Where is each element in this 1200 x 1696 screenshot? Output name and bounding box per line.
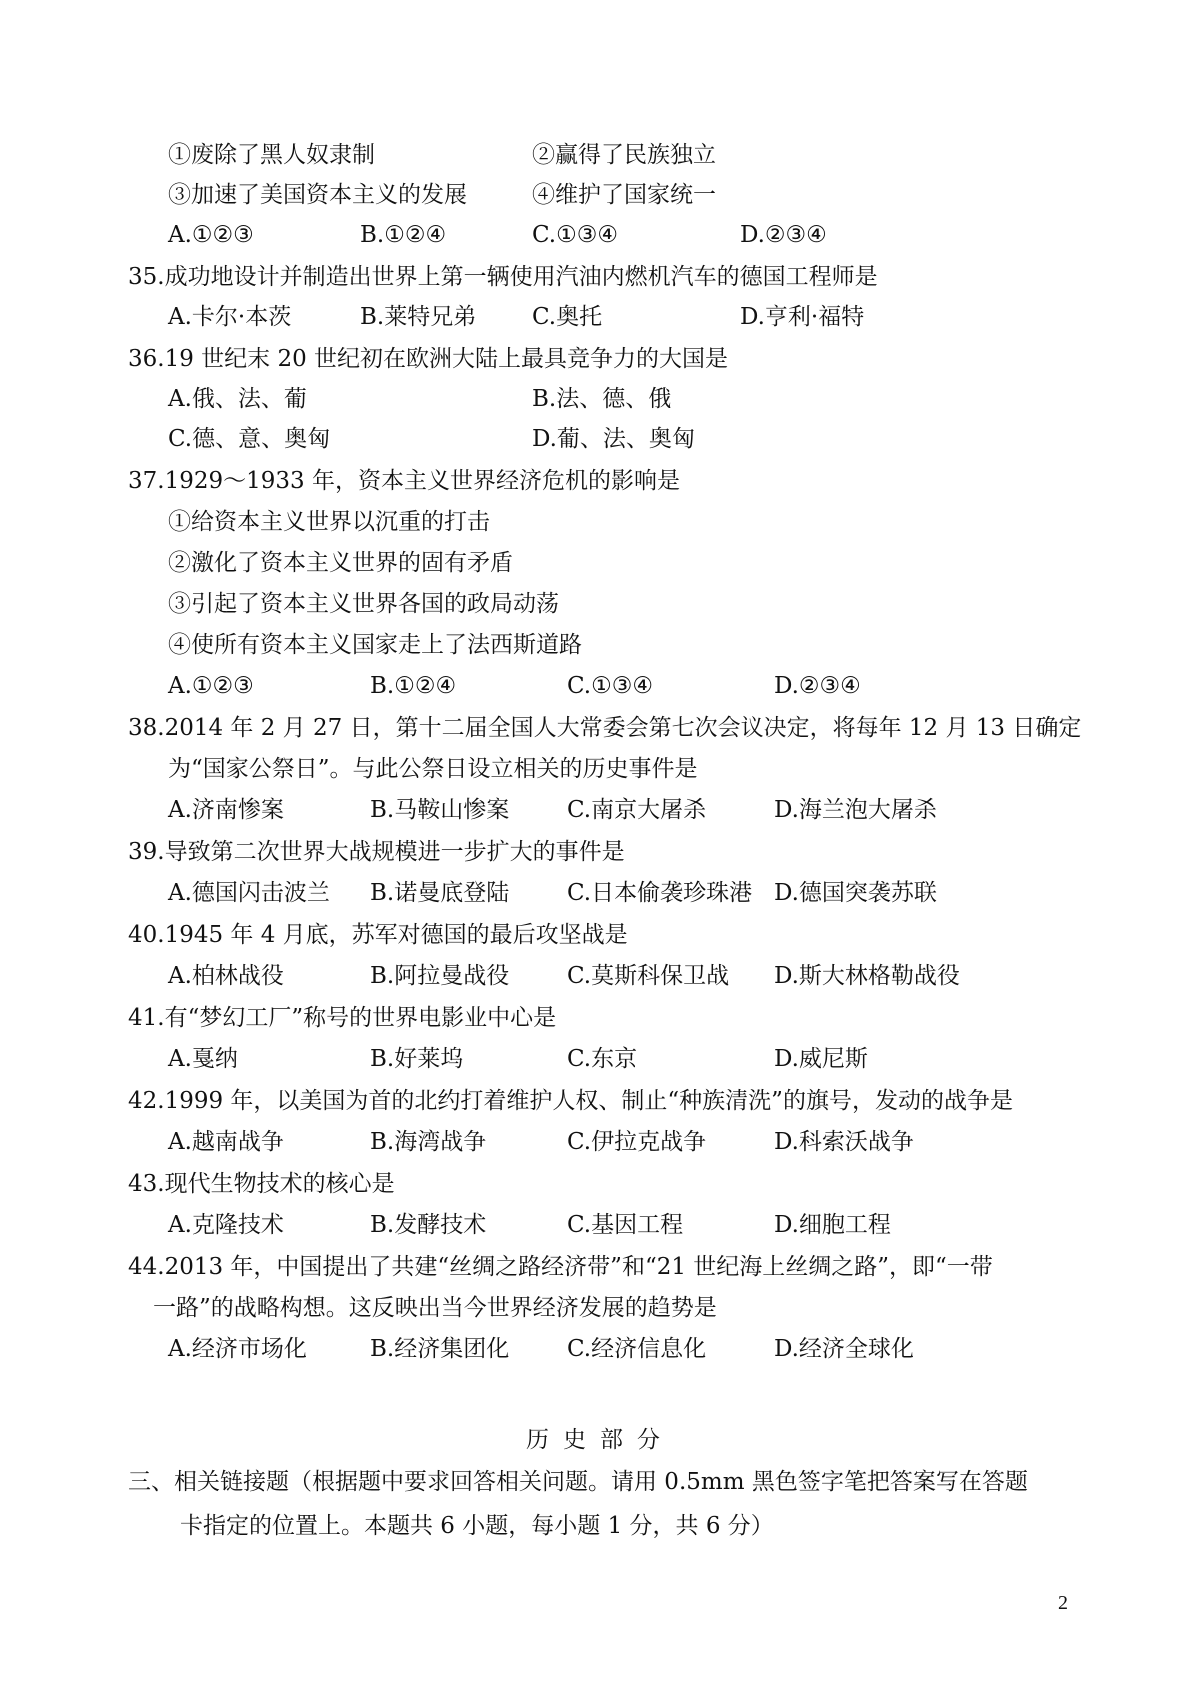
q44-stem-line-2: 一路”的战略构想。这反映出当今世界经济发展的趋势是 xyxy=(153,1295,717,1321)
q40-option-b: B.阿拉曼战役 xyxy=(370,963,510,989)
q39-option-b: B.诺曼底登陆 xyxy=(370,880,510,906)
q34-option-c: C.①③④ xyxy=(532,222,618,248)
q36-option-b: B.法、德、俄 xyxy=(532,386,672,412)
q40-stem: 40.1945 年 4 月底，苏军对德国的最后攻坚战是 xyxy=(128,922,628,948)
q37-option-d: D.②③④ xyxy=(774,673,861,699)
q38-option-a: A.济南惨案 xyxy=(168,797,284,823)
q37-item: ③引起了资本主义世界各国的政局动荡 xyxy=(168,591,559,617)
q41-option-c: C.东京 xyxy=(567,1046,638,1072)
q34-option-d: D.②③④ xyxy=(740,222,827,248)
q41-option-a: A.戛纳 xyxy=(168,1046,238,1072)
section-heading: 历史部分 xyxy=(526,1427,674,1453)
q39-stem: 39.导致第二次世界大战规模进一步扩大的事件是 xyxy=(128,839,625,865)
q37-item: ④使所有资本主义国家走上了法西斯道路 xyxy=(168,632,582,658)
q40-option-a: A.柏林战役 xyxy=(168,963,284,989)
q35-option-b: B.莱特兄弟 xyxy=(360,304,477,330)
q43-option-d: D.细胞工程 xyxy=(774,1212,891,1238)
q35-option-d: D.亨利·福特 xyxy=(740,304,865,330)
q42-option-a: A.越南战争 xyxy=(168,1129,284,1155)
q41-option-d: D.威尼斯 xyxy=(774,1046,868,1072)
q42-option-b: B.海湾战争 xyxy=(370,1129,487,1155)
q36-stem: 36.19 世纪末 20 世纪初在欧洲大陆上最具竞争力的大国是 xyxy=(128,346,729,372)
q34-item: ①废除了黑人奴隶制 xyxy=(168,142,375,168)
q43-stem: 43.现代生物技术的核心是 xyxy=(128,1171,395,1197)
q38-option-d: D.海兰泡大屠杀 xyxy=(774,797,937,823)
q43-option-a: A.克隆技术 xyxy=(168,1212,284,1238)
q36-option-c: C.德、意、奥匈 xyxy=(168,426,331,452)
q34-option-b: B.①②④ xyxy=(360,222,447,248)
q44-option-c: C.经济信息化 xyxy=(567,1336,707,1362)
q38-option-c: C.南京大屠杀 xyxy=(567,797,707,823)
q34-item: ②赢得了民族独立 xyxy=(532,142,716,168)
q42-option-d: D.科索沃战争 xyxy=(774,1129,914,1155)
q42-stem: 42.1999 年，以美国为首的北约打着维护人权、制止“种族清洗”的旗号，发动的战争是 xyxy=(128,1088,1013,1114)
q37-item: ②激化了资本主义世界的固有矛盾 xyxy=(168,550,513,576)
q44-stem-line-1: 44.2013 年，中国提出了共建“丝绸之路经济带”和“21 世纪海上丝绸之路”，即“一带 xyxy=(128,1254,993,1280)
q41-option-b: B.好莱坞 xyxy=(370,1046,464,1072)
q38-stem-line-2: 为“国家公祭日”。与此公祭日设立相关的历史事件是 xyxy=(168,756,698,782)
q37-item: ①给资本主义世界以沉重的打击 xyxy=(168,509,490,535)
q36-option-a: A.俄、法、葡 xyxy=(168,386,307,412)
q44-option-a: A.经济市场化 xyxy=(168,1336,307,1362)
q36-option-d: D.葡、法、奥匈 xyxy=(532,426,695,452)
q42-option-c: C.伊拉克战争 xyxy=(567,1129,707,1155)
section-title-line-1: 三、相关链接题（根据题中要求回答相关问题。请用 0.5mm 黑色签字笔把答案写在答题 xyxy=(128,1469,1028,1495)
q41-stem: 41.有“梦幻工厂”称号的世界电影业中心是 xyxy=(128,1005,557,1031)
q44-option-b: B.经济集团化 xyxy=(370,1336,510,1362)
q44-option-d: D.经济全球化 xyxy=(774,1336,914,1362)
q34-item: ③加速了美国资本主义的发展 xyxy=(168,182,467,208)
q35-option-c: C.奥托 xyxy=(532,304,603,330)
q34-item: ④维护了国家统一 xyxy=(532,182,716,208)
q43-option-b: B.发酵技术 xyxy=(370,1212,487,1238)
q35-stem: 35.成功地设计并制造出世界上第一辆使用汽油内燃机汽车的德国工程师是 xyxy=(128,264,878,290)
q40-option-c: C.莫斯科保卫战 xyxy=(567,963,730,989)
q37-option-a: A.①②③ xyxy=(168,673,254,699)
q38-option-b: B.马鞍山惨案 xyxy=(370,797,510,823)
q43-option-c: C.基因工程 xyxy=(567,1212,684,1238)
q37-stem: 37.1929～1933 年，资本主义世界经济危机的影响是 xyxy=(128,468,680,494)
q40-option-d: D.斯大林格勒战役 xyxy=(774,963,960,989)
section-title-line-2: 卡指定的位置上。本题共 6 小题，每小题 1 分，共 6 分） xyxy=(180,1513,774,1539)
q38-stem-line-1: 38.2014 年 2 月 27 日，第十二届全国人大常委会第七次会议决定，将每年 12 月 13 日确定 xyxy=(128,715,1082,741)
q39-option-d: D.德国突袭苏联 xyxy=(774,880,937,906)
q39-option-c: C.日本偷袭珍珠港 xyxy=(567,880,753,906)
q34-option-a: A.①②③ xyxy=(168,222,254,248)
q35-option-a: A.卡尔·本茨 xyxy=(168,304,292,330)
page-number: 2 xyxy=(1058,1592,1068,1614)
q37-option-c: C.①③④ xyxy=(567,673,653,699)
q39-option-a: A.德国闪击波兰 xyxy=(168,880,330,906)
q37-option-b: B.①②④ xyxy=(370,673,457,699)
